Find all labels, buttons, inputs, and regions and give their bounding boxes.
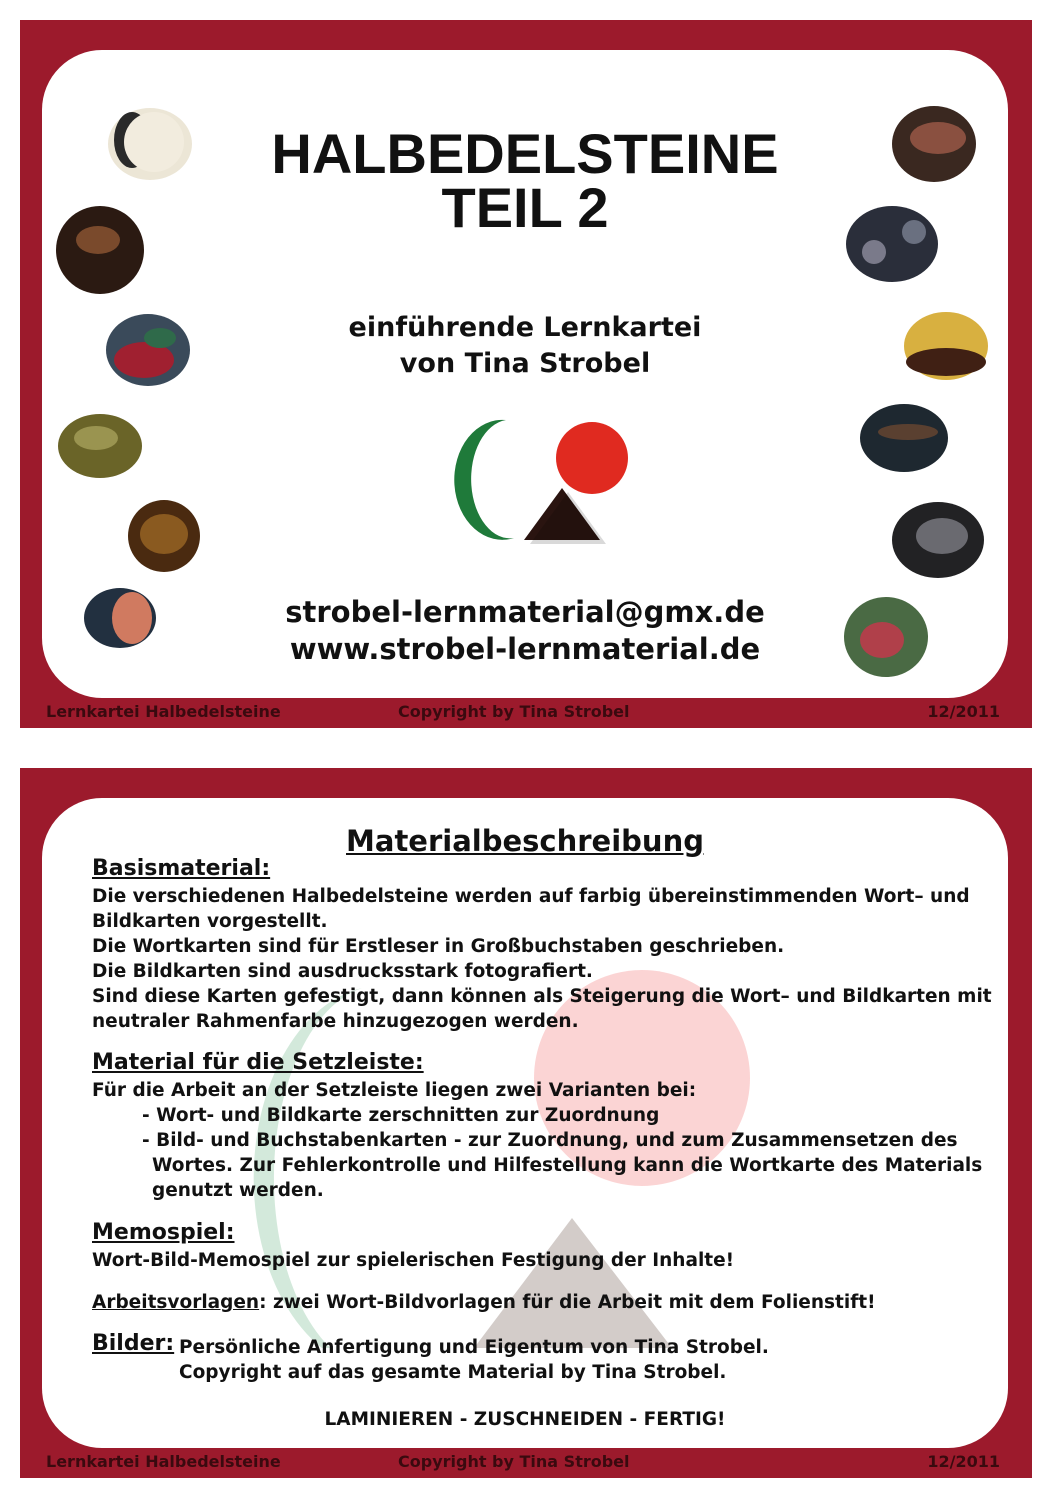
setzleiste-item: - Bild- und Buchstabenkarten - zur Zuordnung, und zum Zusammensetzen des xyxy=(142,1130,958,1151)
arbeitsvorlagen-label: Arbeitsvorlagen xyxy=(92,1292,260,1313)
email-address[interactable]: strobel-lernmaterial@gmx.de xyxy=(285,595,765,629)
footer-series: Lernkartei Halbedelsteine xyxy=(46,1452,281,1471)
logo-red-circle xyxy=(556,422,628,494)
memospiel-heading: Memospiel: xyxy=(92,1220,235,1245)
white-stone-image xyxy=(102,102,194,186)
setzleiste-heading: Material für die Setzleiste: xyxy=(92,1050,424,1075)
logo-green-crescent xyxy=(454,420,514,540)
petrified-wood-image xyxy=(890,102,980,186)
basis-line: Die Bildkarten sind ausdrucksstark fotografiert. xyxy=(92,961,593,982)
footer-date: 12/2011 xyxy=(927,1452,1000,1471)
title-card-inner xyxy=(42,50,1008,698)
yellow-jasper-image xyxy=(902,308,992,384)
setzleiste-item: - Wort- und Bildkarte zerschnitten zur Zuordnung xyxy=(142,1105,660,1126)
hawkeye-image xyxy=(858,400,950,476)
setzleiste-intro: Für die Arbeit an der Setzleiste liegen zwei Varianten bei: xyxy=(92,1080,697,1101)
bilder-text: Persönliche Anfertigung und Eigentum von Tina Strobel. xyxy=(179,1337,769,1358)
bilder-heading: Bilder: xyxy=(92,1331,175,1356)
main-title: HALBEDELSTEINE xyxy=(271,122,779,185)
title-card xyxy=(20,20,1032,728)
card-footer xyxy=(20,1450,1032,1474)
basis-line: neutraler Rahmenfarbe hinzugezogen werden. xyxy=(92,1011,579,1032)
footer-series: Lernkartei Halbedelsteine xyxy=(46,702,281,721)
setzleiste-item-continued: genutzt werden. xyxy=(152,1180,324,1201)
subtitle: einführende Lernkartei xyxy=(348,312,702,343)
setzleiste-item-continued: Wortes. Zur Fehlerkontrolle und Hilfestellung kann die Wortkarte des Materials xyxy=(152,1155,983,1176)
basis-line: Die Wortkarten sind für Erstleser in Großbuchstaben geschrieben. xyxy=(92,936,785,957)
closing-instruction: LAMINIEREN - ZUSCHNEIDEN - FERTIG! xyxy=(324,1409,726,1430)
description-card xyxy=(20,768,1032,1478)
olive-stone-image xyxy=(56,410,146,482)
ocean-jasper-image xyxy=(844,202,942,286)
footer-date: 12/2011 xyxy=(927,702,1000,721)
basis-line: Die verschiedenen Halbedelsteine werden auf farbig übereinstimmenden Wort– und xyxy=(92,886,970,907)
card-footer xyxy=(20,700,1032,724)
bilder-text: Copyright auf das gesamte Material by Tina Strobel. xyxy=(179,1362,727,1383)
arbeitsvorlagen-line xyxy=(92,1290,992,1315)
brown-stone-image xyxy=(54,200,146,300)
dark-stone-image xyxy=(890,498,986,582)
memospiel-text: Wort-Bild-Memospiel zur spielerischen Festigung der Inhalte! xyxy=(92,1250,735,1271)
footer-copyright: Copyright by Tina Strobel xyxy=(398,702,630,721)
arbeitsvorlagen-text: : zwei Wort-Bildvorlagen für die Arbeit mit dem Folienstift! xyxy=(259,1292,876,1313)
section-heading: Materialbeschreibung xyxy=(346,824,704,858)
description-card-inner xyxy=(42,798,1008,1448)
tigereye-image xyxy=(126,496,202,576)
footer-copyright: Copyright by Tina Strobel xyxy=(398,1452,630,1471)
bloodstone-image xyxy=(104,310,192,390)
basis-text xyxy=(92,884,992,1034)
basis-line: Sind diese Karten gefestigt, dann können als Steigerung die Wort– und Bildkarten mit xyxy=(92,986,992,1007)
website-link[interactable]: www.strobel-lernmaterial.de xyxy=(289,632,761,666)
main-title-part: TEIL 2 xyxy=(441,176,609,239)
basis-line: Bildkarten vorgestellt. xyxy=(92,911,328,932)
publisher-logo xyxy=(444,410,644,570)
author-line: von Tina Strobel xyxy=(399,348,651,379)
basis-heading: Basismaterial: xyxy=(92,856,271,881)
